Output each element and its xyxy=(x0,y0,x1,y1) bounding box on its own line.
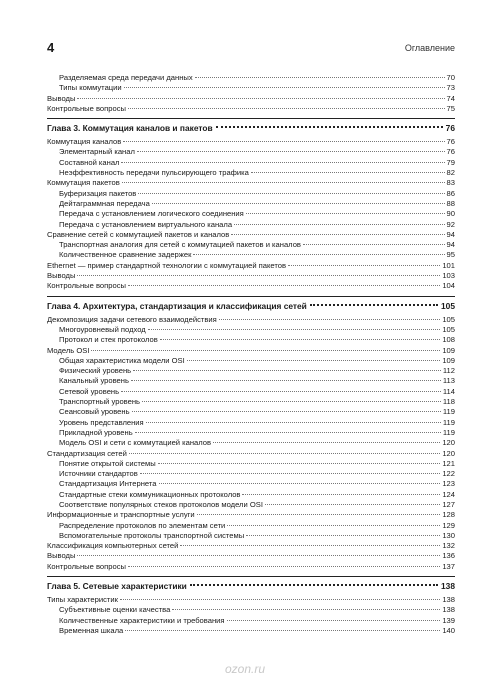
entry-page-number: 119 xyxy=(442,417,455,427)
toc-chapter-heading[interactable] xyxy=(47,576,455,592)
toc-subsection-entry[interactable] xyxy=(47,199,455,209)
entry-title: Модель OSI xyxy=(47,345,90,355)
running-title: Оглавление xyxy=(404,43,455,53)
entry-page-number: 101 xyxy=(442,260,455,270)
dot-leader xyxy=(195,77,445,78)
toc-subsection-entry[interactable] xyxy=(47,418,455,428)
entry-title: Транспортный уровень xyxy=(59,397,141,407)
chapter-title: Глава 4. Архитектура, стандартизация и классификация сетей xyxy=(47,300,307,311)
entry-title: Выводы xyxy=(47,93,76,103)
entry-page-number: 105 xyxy=(442,324,455,334)
entry-page-number: 79 xyxy=(446,157,455,167)
toc-subsection-entry[interactable] xyxy=(47,356,455,366)
toc-section-entry[interactable] xyxy=(47,104,455,114)
entry-page-number: 74 xyxy=(446,93,455,103)
dot-leader xyxy=(135,432,441,433)
entry-page-number: 138 xyxy=(442,595,455,605)
entry-title: Контрольные вопросы xyxy=(47,281,126,291)
entry-title: Стандартные стеки коммуникационных протоколов xyxy=(59,489,241,499)
entry-title: Передача с установлением логического соединения xyxy=(59,209,244,219)
entry-page-number: 88 xyxy=(446,198,455,208)
toc-subsection-entry[interactable] xyxy=(47,158,455,168)
toc-subsection-entry[interactable] xyxy=(47,616,455,626)
entry-title: Коммутация каналов xyxy=(47,137,122,147)
toc-section-entry[interactable] xyxy=(47,551,455,561)
dot-leader xyxy=(137,151,445,152)
toc-subsection-entry[interactable] xyxy=(47,500,455,510)
entry-page-number: 112 xyxy=(442,366,455,376)
entry-page-number: 122 xyxy=(442,469,455,479)
toc-subsection-entry[interactable] xyxy=(47,189,455,199)
entry-title: Количественное сравнение задержек xyxy=(59,250,192,260)
dot-leader xyxy=(197,514,441,515)
entry-page-number: 121 xyxy=(442,458,455,468)
entry-title: Канальный уровень xyxy=(59,376,129,386)
entry-title: Количественные характеристики и требования xyxy=(59,615,225,625)
toc-subsection-entry[interactable] xyxy=(47,220,455,230)
entry-title: Соответствие популярных стеков протоколов модели OSI xyxy=(59,499,263,509)
entry-page-number: 94 xyxy=(446,240,455,250)
entry-page-number: 73 xyxy=(446,83,455,93)
entry-page-number: 76 xyxy=(446,147,455,157)
entry-page-number: 94 xyxy=(446,229,455,239)
entry-title: Сетевой уровень xyxy=(59,386,120,396)
entry-page-number: 86 xyxy=(446,188,455,198)
entry-title: Неэффективность передачи пульсирующего трафика xyxy=(59,168,249,178)
toc-section-entry[interactable] xyxy=(47,178,455,188)
entry-page-number: 109 xyxy=(442,355,455,365)
dot-leader xyxy=(124,87,445,88)
entry-page-number: 92 xyxy=(446,219,455,229)
entry-page-number: 119 xyxy=(442,427,455,437)
dot-leader xyxy=(131,380,441,381)
entry-page-number: 95 xyxy=(446,250,455,260)
dot-leader xyxy=(152,203,445,204)
dot-leader xyxy=(120,599,440,600)
entry-title: Физический уровень xyxy=(59,366,132,376)
dot-leader xyxy=(213,442,440,443)
toc-subsection-entry[interactable] xyxy=(47,605,455,615)
dot-leader xyxy=(265,504,440,505)
entry-page-number: 83 xyxy=(446,178,455,188)
dot-leader xyxy=(146,422,441,423)
toc-subsection-entry[interactable] xyxy=(47,335,455,345)
entry-page-number: 120 xyxy=(442,448,455,458)
entry-title: Выводы xyxy=(47,551,76,561)
entry-title: Уровень представления xyxy=(59,417,144,427)
dot-leader xyxy=(227,620,441,621)
toc-section-entry[interactable] xyxy=(47,281,455,291)
entry-title: Классификация компьютерных сетей xyxy=(47,541,179,551)
toc-subsection-entry[interactable] xyxy=(47,407,455,417)
toc-subsection-entry[interactable] xyxy=(47,147,455,157)
dot-leader xyxy=(91,350,440,351)
entry-page-number: 114 xyxy=(442,386,455,396)
dot-leader xyxy=(219,319,441,320)
dot-leader xyxy=(246,535,440,536)
chapter-page-number: 138 xyxy=(441,581,455,592)
toc-subsection-entry[interactable] xyxy=(47,73,455,83)
watermark: ozon.ru xyxy=(225,662,266,676)
chapter-title: Глава 5. Сетевые характеристики xyxy=(47,581,187,592)
entry-page-number: 113 xyxy=(442,376,455,386)
toc-section-entry[interactable] xyxy=(47,449,455,459)
toc-chapter-heading[interactable] xyxy=(47,296,455,312)
dot-leader xyxy=(159,483,441,484)
dot-leader xyxy=(246,213,445,214)
dot-leader xyxy=(77,555,440,556)
entry-page-number: 76 xyxy=(446,137,455,147)
entry-title: Временная шкала xyxy=(59,625,124,635)
toc-subsection-entry[interactable] xyxy=(47,376,455,386)
entry-title: Понятие открытой системы xyxy=(59,458,156,468)
entry-page-number: 130 xyxy=(442,530,455,540)
dot-leader xyxy=(133,370,441,371)
entry-title: Типы характеристик xyxy=(47,595,118,605)
dot-leader xyxy=(121,391,441,392)
dot-leader xyxy=(138,193,444,194)
entry-title: Информационные и транспортные услуги xyxy=(47,510,195,520)
toc-section-entry[interactable] xyxy=(47,94,455,104)
entry-title: Составной канал xyxy=(59,157,120,167)
entry-page-number: 103 xyxy=(442,271,455,281)
toc-section-entry[interactable] xyxy=(47,595,455,605)
entry-title: Транспортная аналогия для сетей с коммутацией пакетов и каналов xyxy=(59,240,301,250)
entry-page-number: 90 xyxy=(446,209,455,219)
entry-page-number: 82 xyxy=(446,168,455,178)
dot-leader xyxy=(227,525,440,526)
toc-section-entry[interactable] xyxy=(47,137,455,147)
entry-title: Передача с установлением виртуального канала xyxy=(59,219,233,229)
dot-leader xyxy=(148,329,441,330)
dot-leader xyxy=(310,304,438,306)
entry-title: Декомпозиция задачи сетевого взаимодействия xyxy=(47,314,217,324)
entry-page-number: 120 xyxy=(442,438,455,448)
toc-subsection-entry[interactable] xyxy=(47,479,455,489)
toc-section-entry[interactable] xyxy=(47,541,455,551)
entry-page-number: 137 xyxy=(442,561,455,571)
dot-leader xyxy=(234,224,445,225)
dot-leader xyxy=(216,126,443,128)
toc-section-entry[interactable] xyxy=(47,271,455,281)
dot-leader xyxy=(128,108,445,109)
dot-leader xyxy=(193,254,444,255)
entry-page-number: 104 xyxy=(442,281,455,291)
toc-section-entry[interactable] xyxy=(47,346,455,356)
page-number: 4 xyxy=(47,40,55,55)
dot-leader xyxy=(123,141,444,142)
toc-subsection-entry[interactable] xyxy=(47,325,455,335)
entry-title: Контрольные вопросы xyxy=(47,103,126,113)
dot-leader xyxy=(190,584,438,586)
toc-section-entry[interactable] xyxy=(47,510,455,520)
entry-title: Буферизация пакетов xyxy=(59,188,137,198)
toc-subsection-entry[interactable] xyxy=(47,387,455,397)
dot-leader xyxy=(251,172,445,173)
entry-page-number: 105 xyxy=(442,314,455,324)
entry-page-number: 136 xyxy=(442,551,455,561)
toc-subsection-entry[interactable] xyxy=(47,626,455,636)
toc-subsection-entry[interactable] xyxy=(47,168,455,178)
entry-page-number: 118 xyxy=(442,397,455,407)
entry-title: Вспомогательные протоколы транспортной системы xyxy=(59,530,245,540)
toc-subsection-entry[interactable] xyxy=(47,469,455,479)
toc-subsection-entry[interactable] xyxy=(47,83,455,93)
dot-leader xyxy=(142,401,441,402)
entry-page-number: 129 xyxy=(442,520,455,530)
dot-leader xyxy=(77,98,444,99)
toc-subsection-entry[interactable] xyxy=(47,521,455,531)
entry-page-number: 138 xyxy=(442,605,455,615)
entry-title: Типы коммутации xyxy=(59,83,122,93)
toc-subsection-entry[interactable] xyxy=(47,397,455,407)
entry-title: Распределение протоколов по элементам сети xyxy=(59,520,226,530)
toc-section-entry[interactable] xyxy=(47,261,455,271)
entry-page-number: 109 xyxy=(442,345,455,355)
dot-leader xyxy=(129,453,440,454)
dot-leader xyxy=(140,473,441,474)
entry-title: Субъективные оценки качества xyxy=(59,605,171,615)
dot-leader xyxy=(128,566,440,567)
entry-page-number: 128 xyxy=(442,510,455,520)
entry-page-number: 108 xyxy=(442,335,455,345)
entry-page-number: 119 xyxy=(442,407,455,417)
dot-leader xyxy=(242,494,440,495)
page-header xyxy=(47,40,455,58)
entry-page-number: 123 xyxy=(442,479,455,489)
toc-section-entry[interactable] xyxy=(47,315,455,325)
entry-title: Источники стандартов xyxy=(59,469,138,479)
entry-title: Стандартизация сетей xyxy=(47,448,127,458)
entry-title: Выводы xyxy=(47,271,76,281)
entry-title: Стандартизация Интернета xyxy=(59,479,157,489)
entry-title: Многоуровневый подход xyxy=(59,324,146,334)
toc-subsection-entry[interactable] xyxy=(47,459,455,469)
entry-title: Контрольные вопросы xyxy=(47,561,126,571)
dot-leader xyxy=(158,463,441,464)
entry-page-number: 70 xyxy=(446,73,455,82)
toc-subsection-entry[interactable] xyxy=(47,250,455,260)
entry-title: Общая характеристика модели OSI xyxy=(59,355,185,365)
dot-leader xyxy=(77,275,440,276)
entry-page-number: 139 xyxy=(442,615,455,625)
dot-leader xyxy=(128,285,440,286)
entry-title: Ethernet — пример стандартной технологии с коммутацией пакетов xyxy=(47,260,287,270)
entry-title: Разделяемая среда передачи данных xyxy=(59,73,193,82)
entry-title: Сравнение сетей с коммутацией пакетов и каналов xyxy=(47,229,230,239)
toc-subsection-entry[interactable] xyxy=(47,240,455,250)
entry-page-number: 75 xyxy=(446,103,455,113)
dot-leader xyxy=(121,162,444,163)
dot-leader xyxy=(187,360,441,361)
entry-title: Сеансовый уровень xyxy=(59,407,130,417)
dot-leader xyxy=(132,411,441,412)
table-of-contents xyxy=(47,73,455,636)
entry-page-number: 124 xyxy=(442,489,455,499)
toc-subsection-entry[interactable] xyxy=(47,438,455,448)
toc-subsection-entry[interactable] xyxy=(47,366,455,376)
entry-title: Дейтаграммная передача xyxy=(59,198,150,208)
toc-subsection-entry[interactable] xyxy=(47,490,455,500)
dot-leader xyxy=(288,265,440,266)
dot-leader xyxy=(180,545,440,546)
dot-leader xyxy=(231,234,444,235)
entry-title: Протокол и стек протоколов xyxy=(59,335,158,345)
dot-leader xyxy=(125,630,440,631)
toc-chapter-heading[interactable] xyxy=(47,118,455,134)
dot-leader xyxy=(172,609,440,610)
toc-subsection-entry[interactable] xyxy=(47,531,455,541)
toc-subsection-entry[interactable] xyxy=(47,209,455,219)
dot-leader xyxy=(160,339,441,340)
dot-leader xyxy=(122,182,445,183)
entry-page-number: 127 xyxy=(442,499,455,509)
entry-title: Прикладной уровень xyxy=(59,427,133,437)
chapter-page-number: 105 xyxy=(441,300,455,311)
toc-section-entry[interactable] xyxy=(47,230,455,240)
entry-title: Коммутация пакетов xyxy=(47,178,120,188)
entry-title: Элементарный канал xyxy=(59,147,135,157)
entry-page-number: 140 xyxy=(442,625,455,635)
entry-title: Модель OSI и сети с коммутацией каналов xyxy=(59,438,212,448)
dot-leader xyxy=(303,244,445,245)
toc-subsection-entry[interactable] xyxy=(47,428,455,438)
entry-page-number: 132 xyxy=(442,541,455,551)
chapter-title: Глава 3. Коммутация каналов и пакетов xyxy=(47,123,213,134)
chapter-page-number: 76 xyxy=(445,123,455,134)
toc-section-entry[interactable] xyxy=(47,562,455,572)
